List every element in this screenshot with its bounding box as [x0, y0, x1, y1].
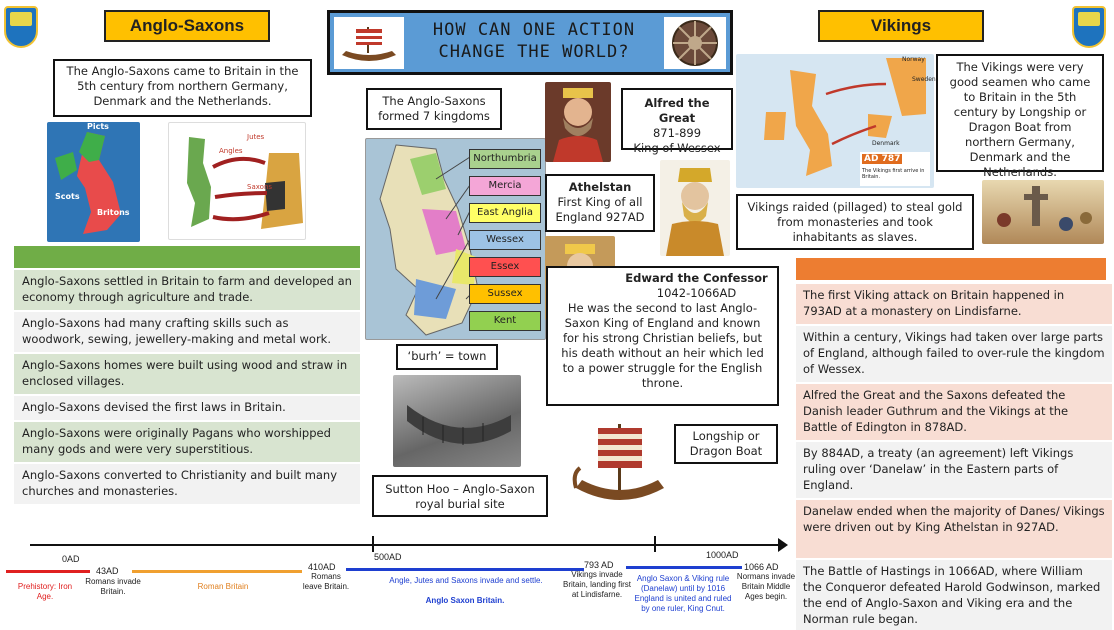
- tick-1066ad: 1066 AD: [744, 562, 779, 572]
- anglo-saxons-intro: The Anglo-Saxons came to Britain in the 5th century from northern Germany, Denmark and the Netherlands.: [53, 59, 312, 117]
- anglo-fact-6: Anglo-Saxons converted to Christianity and built many churches and monasteries.: [14, 464, 360, 504]
- kingdom-essex: Essex: [469, 257, 541, 277]
- event-danelaw: Anglo Saxon & Viking rule (Danelaw) until by 1016 England is united and ruled by one ruler, King Cnut.: [634, 574, 732, 613]
- kingdom-east-anglia: East Anglia: [469, 203, 541, 223]
- map-label-saxons: Saxons: [247, 183, 273, 191]
- banner-title-line1: HOW CAN ONE ACTION: [432, 20, 636, 40]
- school-logo-left: [4, 6, 38, 48]
- viking-map-ad787: AD 787: [864, 154, 901, 164]
- viking-fact-1: The first Viking attack on Britain happened in 793AD at a monastery on Lindisfarne.: [796, 284, 1112, 324]
- alfred-role: King of Wessex: [633, 141, 721, 155]
- event-romans-invade: Romans invade Britain.: [85, 577, 141, 596]
- longship-caption: Longship or Dragon Boat: [674, 424, 778, 464]
- tick-43ad: 43AD: [96, 566, 119, 576]
- kingdom-northumbria: Northumbria: [469, 149, 541, 169]
- viking-map-caption: The Vikings first arrive in Britain.: [862, 168, 925, 180]
- timeline-tick-a: [372, 536, 374, 552]
- banner-title-line2: CHANGE THE WORLD?: [438, 42, 630, 62]
- longship-image: [572, 418, 668, 518]
- map-label-jutes: Jutes: [247, 133, 265, 141]
- anglo-fact-1: Anglo-Saxons settled in Britain to farm and developed an economy through agriculture and trade.: [14, 270, 360, 310]
- tick-0ad: 0AD: [62, 554, 80, 564]
- tick-410ad: 410AD: [308, 562, 336, 572]
- viking-fact-4: By 884AD, a treaty (an agreement) left Vikings ruling over ‘Danelaw’ in the Eastern parts of England.: [796, 442, 1112, 498]
- map-label-britons: Britons: [97, 208, 130, 217]
- alfred-info: [621, 88, 733, 155]
- kingdom-kent: Kent: [469, 311, 541, 331]
- tick-500ad: 500AD: [374, 552, 402, 562]
- edward-text: He was the second to last Anglo-Saxon King of England and known for his strong Christian beliefs, but his death without an heir which led to a power struggle for the English throne.: [561, 301, 764, 390]
- vikings-title: Vikings: [818, 10, 984, 42]
- athelstan-info: [545, 174, 655, 232]
- map-label-scots: Scots: [55, 192, 80, 201]
- vikings-raided: Vikings raided (pillaged) to steal gold from monasteries and took inhabitants as slaves.: [736, 194, 974, 250]
- britain-tribes-map: [47, 122, 140, 242]
- athelstan-name: Athelstan: [568, 180, 632, 194]
- event-anglo-saxon-britain: Anglo Saxon Britain.: [425, 596, 505, 605]
- kingdoms-caption: The Anglo-Saxons formed 7 kingdoms: [366, 88, 502, 130]
- kingdom-mercia: Mercia: [469, 176, 541, 196]
- anglo-saxon-migration-map: [168, 122, 306, 240]
- anglo-saxons-title: Anglo-Saxons: [104, 10, 270, 42]
- vikings-intro: The Vikings were very good seamen who came to Britain in the 5th century by Longship or Dragon Boat from northern Germany, Denmark and the Netherlands.: [936, 54, 1104, 172]
- map-label-picts: Picts: [87, 122, 109, 131]
- edward-dates: 1042-1066AD: [656, 286, 737, 300]
- edward-name: Edward the Confessor: [625, 271, 768, 285]
- kingdom-wessex: Wessex: [469, 230, 541, 250]
- viking-invasion-map: [736, 54, 934, 188]
- event-roman-britain: Roman Britain: [197, 582, 249, 591]
- tick-1000ad: 1000AD: [706, 550, 739, 560]
- alfred-name: Alfred the Great: [644, 96, 710, 125]
- viking-fact-3: Alfred the Great and the Saxons defeated the Danish leader Guthrum and the Vikings at the Battle of Edington in 878AD.: [796, 384, 1112, 440]
- tick-793ad: 793 AD: [584, 560, 614, 570]
- anglo-fact-5: Anglo-Saxons were originally Pagans who worshipped many gods and were very superstitious.: [14, 422, 360, 462]
- viking-fact-5: Danelaw ended when the majority of Danes/ Vikings were driven out by King Athelstan in 927AD.: [796, 500, 1112, 558]
- event-saxons-settle: Angle, Jutes and Saxons invade and settle.: [389, 576, 543, 585]
- main-banner: [327, 10, 733, 75]
- timeline-axis: [30, 544, 780, 546]
- athelstan-role: First King of all England 927AD: [555, 195, 645, 224]
- viking-map-label-norway: Norway: [902, 56, 925, 63]
- event-normans: Normans invade Britain Middle Ages begin.: [736, 572, 796, 601]
- vikings-band: [796, 258, 1106, 280]
- viking-fact-2: Within a century, Vikings had taken over large parts of England, although failed to over-rule the kingdom of Wessex.: [796, 326, 1112, 382]
- viking-map-label-denmark: Denmark: [872, 140, 900, 147]
- anglo-fact-2: Anglo-Saxons had many crafting skills such as woodwork, sewing, jewellery-making and metal work.: [14, 312, 360, 352]
- anglo-saxons-band: [14, 246, 360, 268]
- event-vikings-invade: Vikings invade Britain, landing first at Lindisfarne.: [562, 570, 632, 599]
- edward-info: [546, 266, 779, 406]
- viking-map-label-sweden: Sweden: [912, 76, 936, 83]
- viking-ship-image: [334, 17, 404, 69]
- anglo-fact-4: Anglo-Saxons devised the first laws in Britain.: [14, 396, 360, 420]
- period-line-prehistory: [6, 570, 90, 573]
- sutton-hoo-photo: [393, 375, 521, 467]
- viking-fact-6: The Battle of Hastings in 1066AD, where William the Conqueror defeated Harold Godwinson, marked the end of Anglo-Saxon and Viking era and the Norman rule began.: [796, 560, 1112, 630]
- kingdom-sussex: Sussex: [469, 284, 541, 304]
- athelstan-portrait: [660, 160, 730, 256]
- period-line-viking: [626, 566, 742, 569]
- viking-raid-painting: [982, 180, 1104, 244]
- school-logo-right: [1072, 6, 1106, 48]
- alfred-dates: 871-899: [652, 126, 702, 140]
- seven-kingdoms-map: [365, 138, 546, 340]
- map-label-angles: Angles: [219, 147, 243, 155]
- event-romans-leave: Romans leave Britain.: [302, 572, 350, 591]
- alfred-portrait: [545, 82, 611, 162]
- timeline-tick-b: [654, 536, 656, 552]
- timeline-arrowhead: [778, 538, 788, 552]
- sutton-hoo-caption: Sutton Hoo – Anglo-Saxon royal burial site: [372, 475, 548, 517]
- banner-title: [410, 19, 658, 63]
- period-line-anglo-saxon: [346, 568, 584, 571]
- anglo-fact-3: Anglo-Saxons homes were built using wood and straw in enclosed villages.: [14, 354, 360, 394]
- shield-image: [664, 17, 726, 69]
- event-prehistory: Prehistory: Iron Age.: [17, 582, 73, 601]
- period-line-roman: [132, 570, 302, 573]
- burh-caption: ‘burh’ = town: [396, 344, 498, 370]
